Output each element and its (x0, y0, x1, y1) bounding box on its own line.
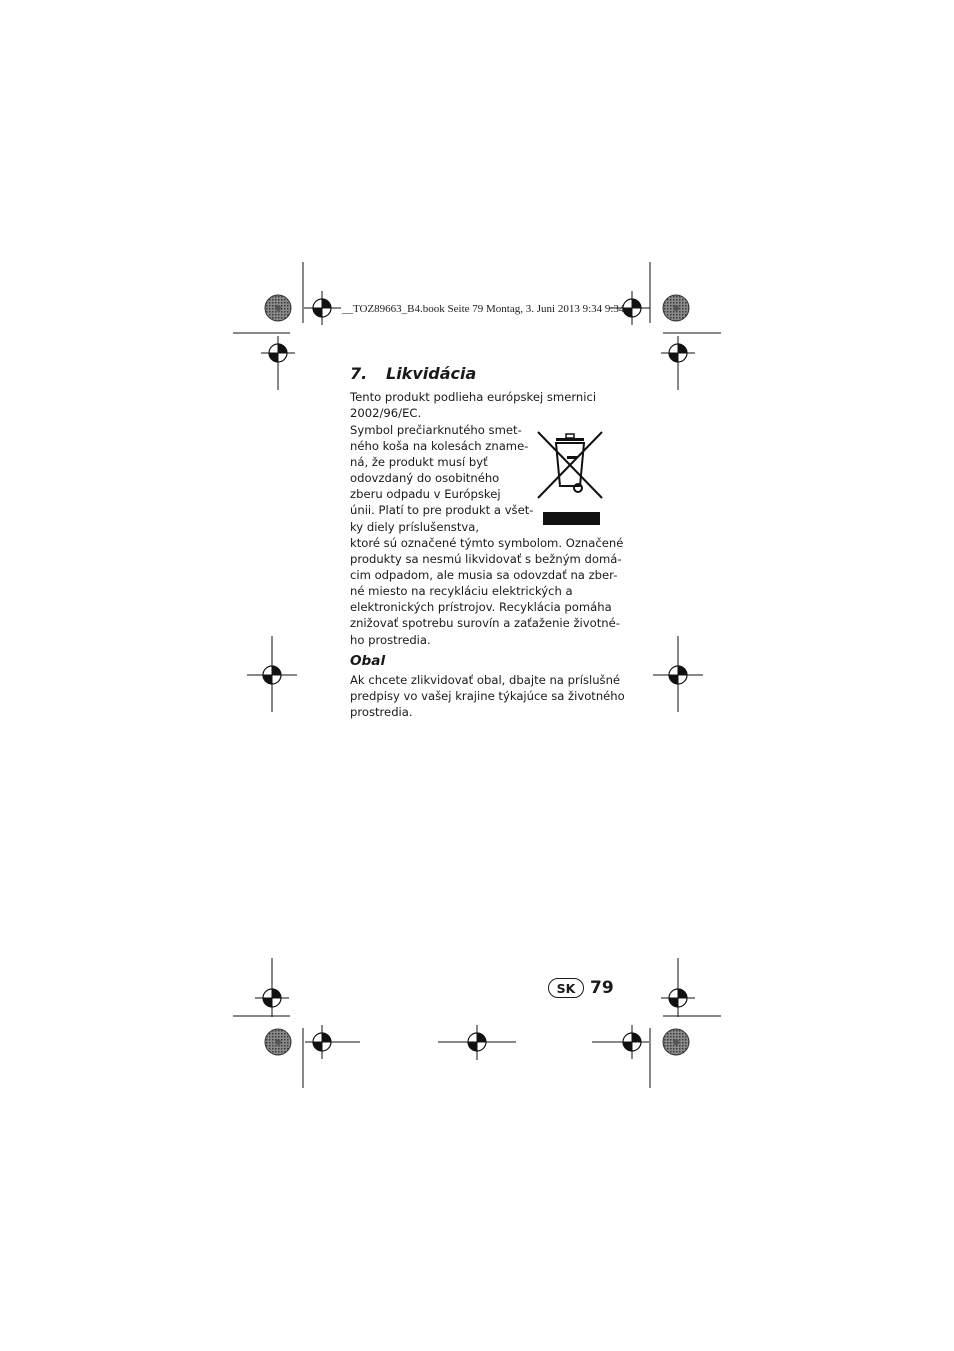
page-number: 79 (590, 978, 614, 998)
crossed-out-wheelie-bin-icon (534, 428, 606, 526)
packaging-heading: Obal (350, 653, 386, 669)
section-number: 7. (350, 364, 368, 383)
disposal-paragraph: ktoré sú označené týmto symbolom. Označené produkty sa nesmú likvidovať s bežným domá- cim odpadom, ale musia sa odovzdať na zber- né miesto na recykláciu elektrických a elektronických prístrojov. Recyklácia pomáha znižovať spotrebu surovín a zaťaženie životné- ho prostredia. (350, 536, 624, 647)
symbol-paragraph: Symbol prečiarknutého smet- ného koša na kolesách zname- ná, že produkt musí byť odovzdaný do osobitného zberu odpadu v Európskej únii. Platí to pre produkt a všet- ky diely príslušenstva, (350, 423, 534, 534)
print-header: __TOZ89663_B4.book Seite 79 Montag, 3. Juni 2013 9:34 9:34 (342, 303, 625, 315)
intro-paragraph: Tento produkt podlieha európskej smernici 2002/96/EC. (350, 390, 597, 421)
section-title: Likvidácia (386, 364, 477, 383)
language-badge: SK (548, 978, 584, 998)
page-footer (548, 977, 614, 999)
section-heading (350, 364, 476, 383)
packaging-paragraph: Ak chcete zlikvidovať obal, dbajte na príslušné predpisy vo vašej krajine týkajúce sa životného prostredia. (350, 673, 625, 720)
